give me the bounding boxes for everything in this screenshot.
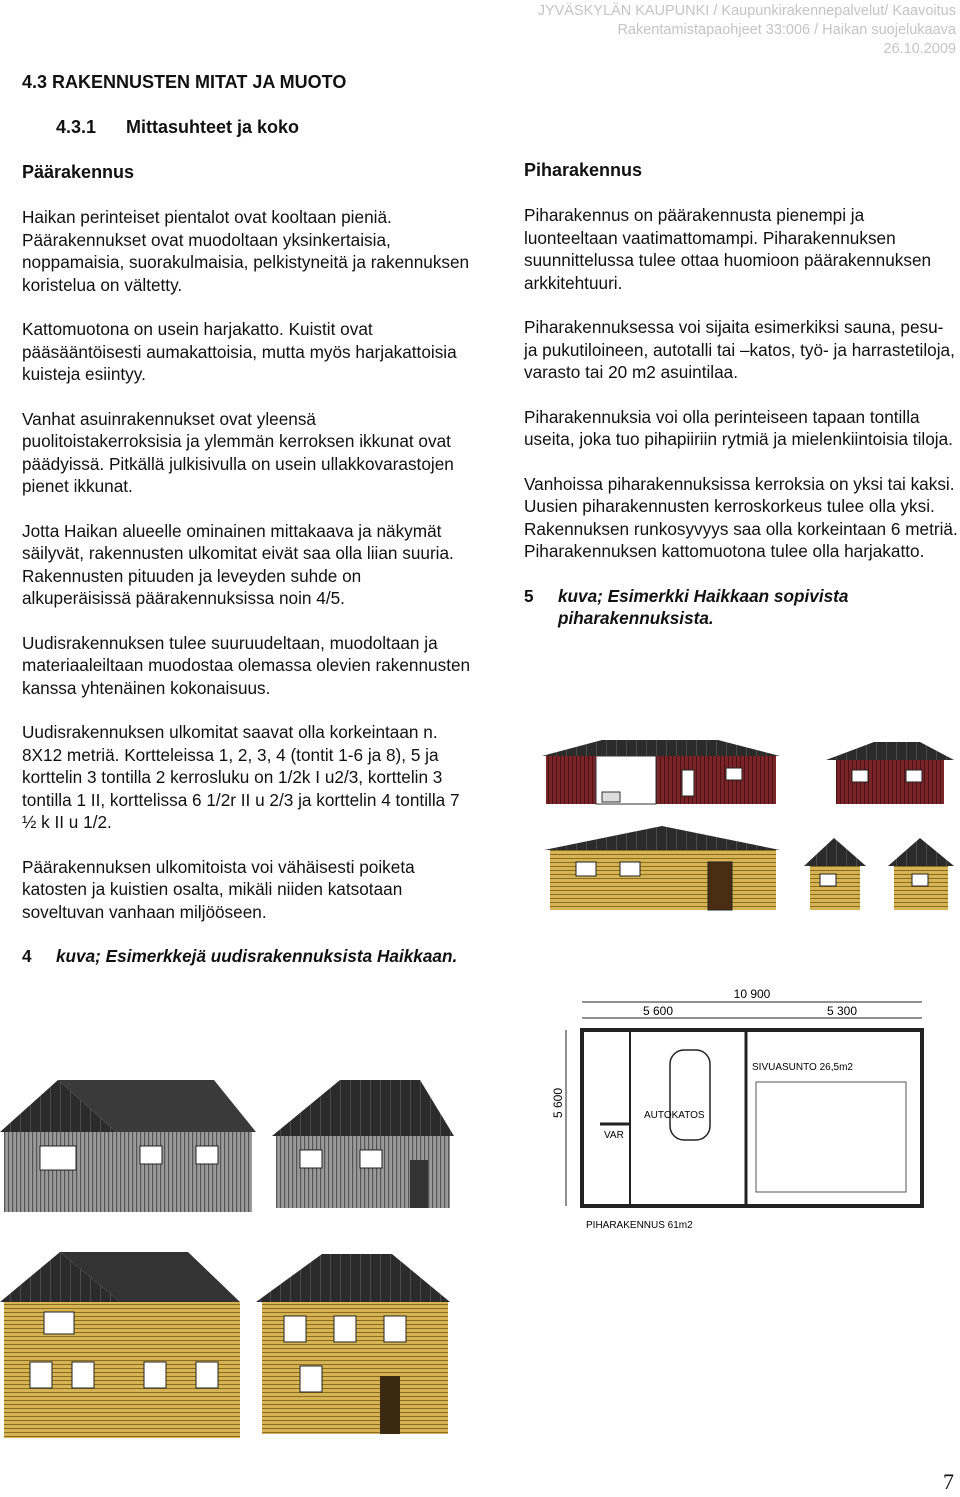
paragraph: Piharakennus on päärakennusta pienempi ja luonteeltaan vaatimattomampi. Piharakennuksen suunnittelussa tulee ottaa huomioon päärakennuksen arkkitehtuuri. [524, 205, 932, 293]
page-number: 7 [943, 1469, 954, 1494]
red-sauna-elevation [826, 742, 954, 804]
header-line-date: 26.10.2009 [883, 41, 956, 57]
paragraph: Vanhat asuinrakennukset ovat yleensä puolitoistakerroksisia ja ylemmän kerroksen ikkunat ovat päädyissä. Pitkällä julkisivulla on usein ullakkovarastojen pienet ikkunat. [22, 408, 454, 496]
paragraph: Uudisrakennuksen ulkomitat saavat olla korkeintaan n. 8X12 metriä. Kortteleissa 1, 2, 3, 4 (tontit 1-6 ja 8), 5 ja korttelin 3 tontilla 2 kerrosluku on 1/2k I u2/3, korttelin 3 tontilla 1 II, korttelissa 6 1/2r II u 2/3 ja korttelin 4 tontilla 7 ½ k II u 1/2. [22, 722, 460, 832]
caption-number: 4 [22, 946, 32, 966]
caption-text: kuva; Esimerkkejä uudisrakennuksista Haikkaan. [56, 946, 458, 966]
subsection-text: Mittasuhteet ja koko [126, 117, 300, 137]
paragraph: Piharakennuksessa voi sijaita esimerkiksi sauna, pesu- ja pukutiloineen, autotalli tai –katos, työ- ja harrastetiloja, varasto tai 20 m2 asuintilaa. [524, 317, 955, 382]
car-icon [670, 1050, 710, 1140]
subsection-number: 4.3.1 [56, 117, 97, 137]
paragraph: Päärakennuksen ulkomitoista voi vähäisesti poiketa katosten ja kuistien osalta, mikäli niiden katsotaan soveltuvan vanhaan miljööseen. [22, 856, 415, 922]
plan-label-carport: AUTOKATOS [644, 1110, 705, 1121]
yellow-outbuilding-elevation [544, 826, 780, 910]
outbuilding-floor-plan [546, 984, 960, 1234]
outbuilding-heading: Piharakennus [524, 160, 643, 180]
main-building-examples-figure [0, 1076, 470, 1444]
section-title: 4.3 RAKENNUSTEN MITAT JA MUOTO [22, 72, 347, 92]
plan-label-storage: VAR [604, 1130, 624, 1141]
yellow-small-elevation-1 [804, 838, 866, 910]
plan-label-shed: SIVUASUNTO 26,5m2 [752, 1062, 853, 1073]
plan-dim-total: 10 900 [733, 987, 771, 1001]
page-header [538, 2, 956, 59]
paragraph: Vanhoissa piharakennuksissa kerroksia on yksi tai kaksi. Uusien piharakennusten kerroskorkeus tulee olla yksi. Rakennuksen runkosyvyys saa olla korkeintaan 6 metriä. Piharakennuksen kattomuotona tulee olla harjakatto. [524, 473, 958, 561]
yellow-small-elevation-2 [888, 838, 954, 910]
outbuilding-elevations-figure [536, 738, 960, 920]
caption-number: 5 [524, 585, 534, 606]
paragraph: Jotta Haikan alueelle ominainen mittakaava ja näkymät säilyvät, rakennusten ulkomitat eivät saa olla liian suuria. Rakennusten pituuden ja leveyden suhde on alkuperäisissä päärakennuksissa noin 4/5. [22, 520, 454, 608]
figure-4-caption [22, 945, 472, 968]
header-line-document: Rakentamistapaohjeet 33:006 / Haikan suojelukaava [617, 22, 956, 38]
paragraph: Uudisrakennuksen tulee suuruudeltaan, muodoltaan ja materiaaleiltaan muodostaa olemassa olevien rakennusten kanssa yhtenäinen kokonaisuus. [22, 632, 471, 698]
plan-dim-b: 5 300 [826, 1004, 858, 1018]
right-column [524, 158, 960, 630]
left-column [22, 160, 472, 968]
main-building-heading: Päärakennus [22, 162, 135, 182]
caption-text: kuva; Esimerkki Haikkaan sopivista piharakennuksista. [558, 585, 849, 628]
yellow-house-small [256, 1254, 450, 1434]
plan-label-total: PIHARAKENNUS 61m2 [586, 1220, 693, 1231]
plan-dim-side: 5 600 [551, 1087, 565, 1118]
paragraph: Haikan perinteiset pientalot ovat kooltaan pieniä. Päärakennukset ovat muodoltaan yksinkertaisia, noppamaisia, suorakulmaisia, pelkistyneitä ja rakennuksen koristelua on vältetty. [22, 207, 470, 295]
figure-5-caption [524, 585, 960, 630]
paragraph: Piharakennuksia voi olla perinteiseen tapaan tontilla useita, joka tuo pihapiiriin rytmiä ja mielenkiintoisia tiloja. [524, 406, 953, 449]
yellow-house-large [0, 1252, 240, 1438]
grey-house-small [272, 1080, 454, 1208]
subsection-title [56, 117, 299, 138]
plan-dim-a: 5 600 [642, 1004, 674, 1018]
car-icon [602, 792, 620, 802]
header-line-organisation: JYVÄSKYLÄN KAUPUNKI / Kaupunkirakennepalvelut/ Kaavoitus [537, 3, 956, 19]
paragraph: Kattomuotona on usein harjakatto. Kuistit ovat pääsääntöisesti aumakattoisia, mutta myös harjakattoisia kuisteja esiintyy. [22, 319, 457, 384]
red-garage-elevation [542, 740, 780, 804]
grey-house-large [0, 1080, 256, 1212]
